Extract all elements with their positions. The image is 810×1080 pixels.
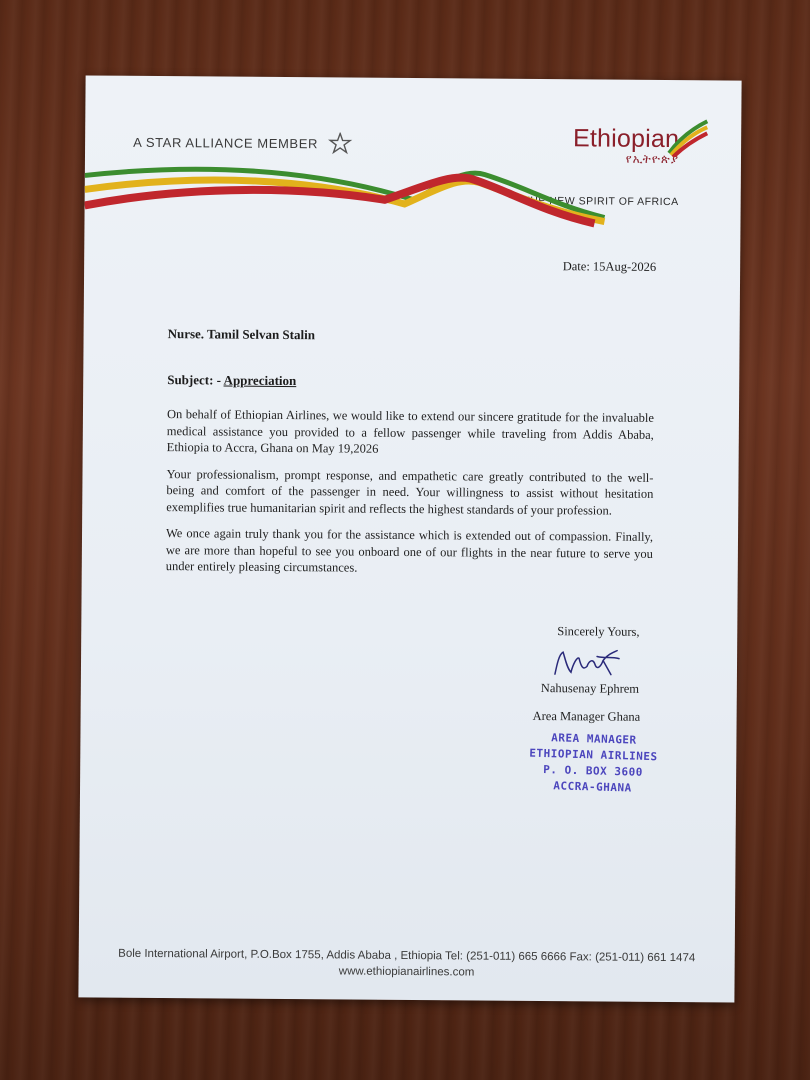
flag-wing-icon — [665, 117, 709, 157]
official-stamp — [517, 729, 669, 797]
signer-title: Area Manager Ghana — [532, 708, 641, 724]
body-paragraph: On behalf of Ethiopian Airlines, we would like to extend our sincere gratitude for the invaluable medical assistance you provided to a fellow passenger while traveling from Addis Ababa, Ethiopia to Accra, Ghana on May 19,2026 — [166, 407, 655, 456]
subject-value: Appreciation — [223, 372, 297, 389]
logo-amharic: የኢትዮጵያ — [625, 151, 680, 167]
tricolor-ribbon — [84, 157, 741, 242]
stamp-line: AREA MANAGER — [551, 731, 637, 747]
stamp-line: ACCRA-GHANA — [553, 779, 632, 795]
logo-wordmark: Ethiopian — [572, 124, 680, 154]
letter-body — [166, 406, 654, 588]
tagline: THE NEW SPIRIT OF AFRICA — [523, 194, 679, 209]
stamp-line: P. O. BOX 3600 — [543, 763, 644, 779]
recipient-name: Nurse. Tamil Selvan Stalin — [167, 326, 316, 343]
stamp-line: ETHIOPIAN AIRLINES — [529, 746, 658, 764]
signature-image — [549, 644, 621, 683]
star-alliance-icon — [326, 132, 354, 154]
footer-website: www.ethiopianairlines.com — [338, 965, 475, 979]
subject-prefix: Subject: - — [167, 372, 222, 388]
letterhead-footer — [79, 945, 735, 982]
letter-paper — [78, 75, 741, 1002]
closing-salutation: Sincerely Yours, — [557, 624, 640, 639]
body-paragraph: We once again truly thank you for the assistance which is extended out of compassion. Finally, we are more than hopeful to see you onboard one of our flights in the near future to serve you under entirely pleasing circumstances. — [165, 526, 654, 575]
alliance-text: A STAR ALLIANCE MEMBER — [133, 134, 319, 151]
signer-name: Nahusenay Ephrem — [540, 681, 640, 696]
letter-date: Date: 15Aug-2026 — [562, 259, 657, 274]
body-paragraph: Your professionalism, prompt response, and empathetic care greatly contributed to the well-being and comfort of the passenger in need. Your willingness to assist without hesitation exemplifies true humanitarian spirit and reflects the highest standards of your profession. — [166, 466, 654, 518]
star-alliance-badge — [133, 131, 354, 155]
subject-line — [167, 372, 296, 389]
footer-address: Bole International Airport, P.O.Box 1755, Addis Ababa , Ethiopia Tel: (251-011) 665 6666 Fax: (251-011) 661 1474 — [118, 947, 696, 965]
